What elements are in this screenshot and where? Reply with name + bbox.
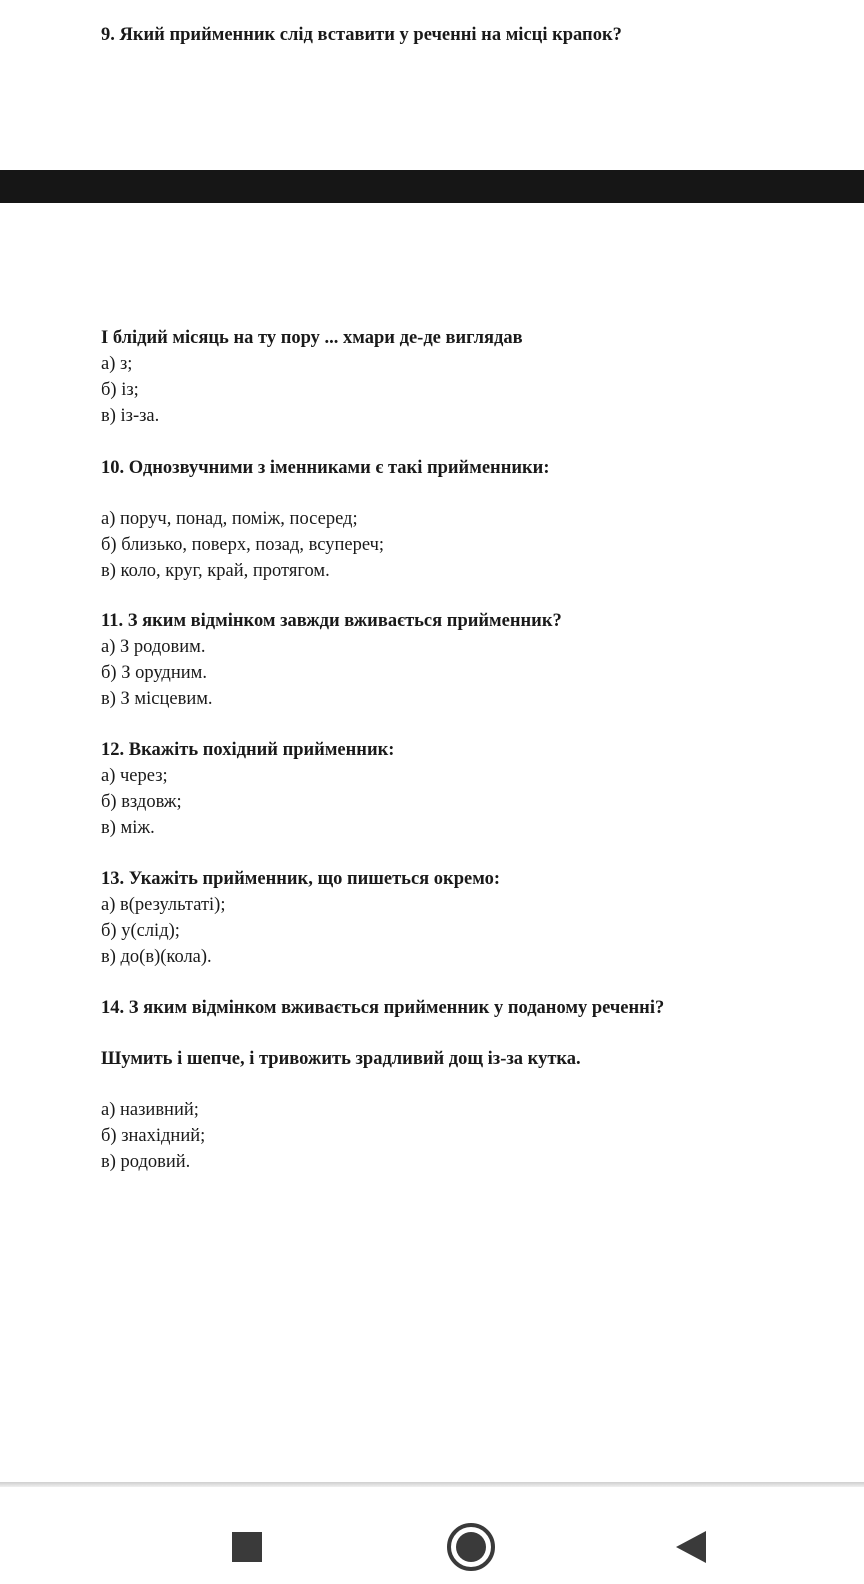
back-icon	[674, 1529, 710, 1565]
question-14-sentence: Шумить і шепче, і тривожить зрадливий дощ із-за кутка.	[101, 1049, 581, 1069]
question-12-title: 12. Вкажіть похідний прийменник:	[101, 740, 395, 760]
system-navigation-bar	[0, 1487, 864, 1584]
question-13-option-c: в) до(в)(кола).	[101, 947, 212, 967]
question-10-option-b: б) близько, поверх, позад, всупереч;	[101, 535, 385, 555]
question-14-option-b: б) знахідний;	[101, 1126, 206, 1146]
question-13-option-a: а) в(результаті);	[101, 895, 226, 915]
recent-apps-icon	[231, 1531, 263, 1563]
question-10-option-c: в) коло, круг, край, протягом.	[101, 561, 330, 581]
question-13-title: 13. Укажіть прийменник, що пишеться окремо:	[101, 869, 500, 889]
question-11-option-c: в) З місцевим.	[101, 689, 213, 709]
question-14-title: 14. З яким відмінком вживається прийменник у поданому реченні?	[101, 998, 665, 1018]
question-14-option-c: в) родовий.	[101, 1152, 191, 1172]
question-11-option-b: б) З орудним.	[101, 663, 207, 683]
question-9-option-c: в) із-за.	[101, 406, 160, 426]
question-13-option-b: б) у(слід);	[101, 921, 180, 941]
home-icon	[446, 1522, 496, 1572]
question-9-option-b: б) із;	[101, 380, 139, 400]
question-10-option-a: а) поруч, понад, поміж, посеред;	[101, 509, 358, 529]
question-9-sentence: І блідий місяць на ту пору ... хмари де-де виглядав	[101, 328, 523, 348]
home-button[interactable]	[446, 1522, 496, 1572]
question-12-option-b: б) вздовж;	[101, 792, 182, 812]
question-11-title: 11. З яким відмінком завжди вживається прийменник?	[101, 611, 562, 631]
dark-band-divider	[0, 170, 864, 203]
question-11-option-a: а) З родовим.	[101, 637, 206, 657]
question-12-option-a: а) через;	[101, 766, 168, 786]
recent-apps-button[interactable]	[231, 1531, 263, 1563]
question-9-title: 9. Який прийменник слід вставити у реченні на місці крапок?	[101, 25, 622, 45]
question-9-option-a: а) з;	[101, 354, 133, 374]
question-14-option-a: а) називний;	[101, 1100, 199, 1120]
question-12-option-c: в) між.	[101, 818, 155, 838]
question-10-title: 10. Однозвучними з іменниками є такі прийменники:	[101, 458, 550, 478]
back-button[interactable]	[674, 1529, 710, 1565]
